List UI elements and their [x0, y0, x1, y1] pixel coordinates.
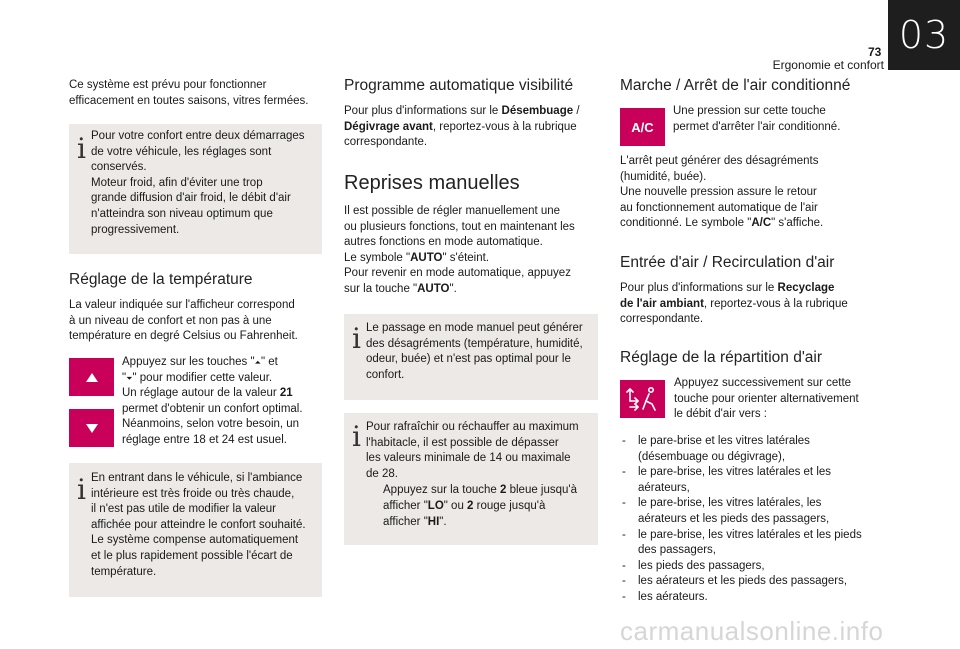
info-note-ambiance: i En entrant dans le véhicule, si l'ambiance intérieure est très froide ou très chaude, il n'est pas utile de modifier la valeur affichée pour atteindre le confort souhaité. Le système compense automatiquement et le plus rapidement possible l'écart de température. — [69, 463, 322, 597]
watermark: carmanualsonline.info — [620, 616, 884, 646]
info-icon: i — [352, 420, 361, 453]
air-distribution-button[interactable] — [620, 380, 665, 418]
auto-visibility-paragraph: Pour plus d'informations sur le Désembuage / Dégivrage avant, reportez-vous à la rubrique correspondante. — [344, 105, 580, 149]
info-note-min-max: i Pour rafraîchir ou réchauffer au maximum l'habitacle, il est possible de dépasser les valeurs minimale de 14 ou maximale de 28. Appuyez sur la touche 2 bleue jusqu'à afficher "LO" ou 2 rouge jusqu'à afficher "HI". — [344, 413, 598, 545]
distribution-heading: Réglage de la répartition d'air — [620, 349, 822, 366]
temperature-buttons-text: Appuyez sur les touches "⏶" et "⏷" pour modifier cette valeur. Un réglage autour de la valeur 21 permet d'obtenir un confort optimal. Néanmoins, selon votre besoin, un réglage entre 18 et 24 est usuel. — [122, 356, 303, 446]
ac-more-paragraph: L'arrêt peut générer des désagréments (humidité, buée). Une nouvelle pression assure le retour au fonctionnement automatique de l'air conditionné. Le symbole "A/C" s'affiche. — [620, 155, 824, 230]
recirculation-paragraph: Pour plus d'informations sur le Recyclage de l'air ambiant, reportez-vous à la rubrique correspondante. — [620, 282, 848, 326]
info-note-manual: i Le passage en mode manuel peut générer des désagréments (température, humidité, odeur, buée) et n'est pas optimal pour le confort. — [344, 314, 598, 400]
chapter-tab: 03 — [888, 0, 960, 70]
page-number: 73 — [868, 45, 882, 59]
section-title: Ergonomie et confort — [772, 58, 884, 72]
info-icon: i — [77, 473, 86, 506]
distribution-list — [622, 434, 887, 606]
recirculation-heading: Entrée d'air / Recirculation d'air — [620, 254, 835, 271]
ac-heading: Marche / Arrêt de l'air conditionné — [620, 77, 851, 94]
temperature-down-button[interactable] — [69, 409, 114, 447]
distribution-paragraph: Appuyez successivement sur cette touche pour orienter alternativement le débit d'air vers : — [674, 377, 859, 421]
air-distribution-icon — [626, 385, 660, 413]
manual-paragraph: Il est possible de régler manuellement une ou plusieurs fonctions, tout en maintenant les autres fonctions en mode automatique. Le symbole "AUTO" s'éteint. Pour revenir en mode automatique, appuyez sur la touche "AUTO". — [344, 205, 575, 295]
list-item: - le pare-brise, les vitres latérales et les aérateurs, — [622, 465, 887, 496]
list-item: - les pieds des passagers, — [622, 559, 887, 575]
list-item: - le pare-brise et les vitres latérales (désembuage ou dégivrage), — [622, 434, 887, 465]
manual-heading: Reprises manuelles — [344, 172, 520, 194]
ac-paragraph: Une pression sur cette touche permet d'arrêter l'air conditionné. — [673, 105, 841, 133]
list-item: - les aérateurs. — [622, 590, 887, 606]
arrow-up-icon — [86, 373, 98, 382]
info-icon: i — [77, 132, 86, 165]
up-symbol-icon: ⏶ — [254, 358, 261, 367]
intro-paragraph: Ce système est prévu pour fonctionner efficacement en toutes saisons, vitres fermées. — [69, 79, 309, 107]
list-item: - le pare-brise, les vitres latérales et les pieds des passagers, — [622, 528, 887, 559]
temperature-heading: Réglage de la température — [69, 271, 253, 288]
auto-visibility-heading: Programme automatique visibilité — [344, 77, 574, 94]
temperature-up-button[interactable] — [69, 358, 114, 396]
info-note-comfort: i Pour votre confort entre deux démarrages de votre véhicule, les réglages sont conservés. Moteur froid, afin d'éviter une trop grande diffusion d'air froid, le débit d'air n'atteindra son niveau optimum que progressivement. — [69, 124, 322, 254]
list-item: - le pare-brise, les vitres latérales, les aérateurs et les pieds des passagers, — [622, 496, 887, 527]
down-symbol-icon: ⏷ — [126, 373, 133, 383]
list-item: - les aérateurs et les pieds des passagers, — [622, 574, 887, 590]
ac-button[interactable] — [620, 108, 665, 146]
temperature-paragraph: La valeur indiquée sur l'afficheur correspond à un niveau de confort et non pas à une température en degré Celsius ou Fahrenheit. — [69, 299, 298, 343]
ac-button-label: A/C — [631, 119, 654, 135]
arrow-down-icon — [86, 424, 98, 433]
info-icon: i — [352, 322, 361, 355]
